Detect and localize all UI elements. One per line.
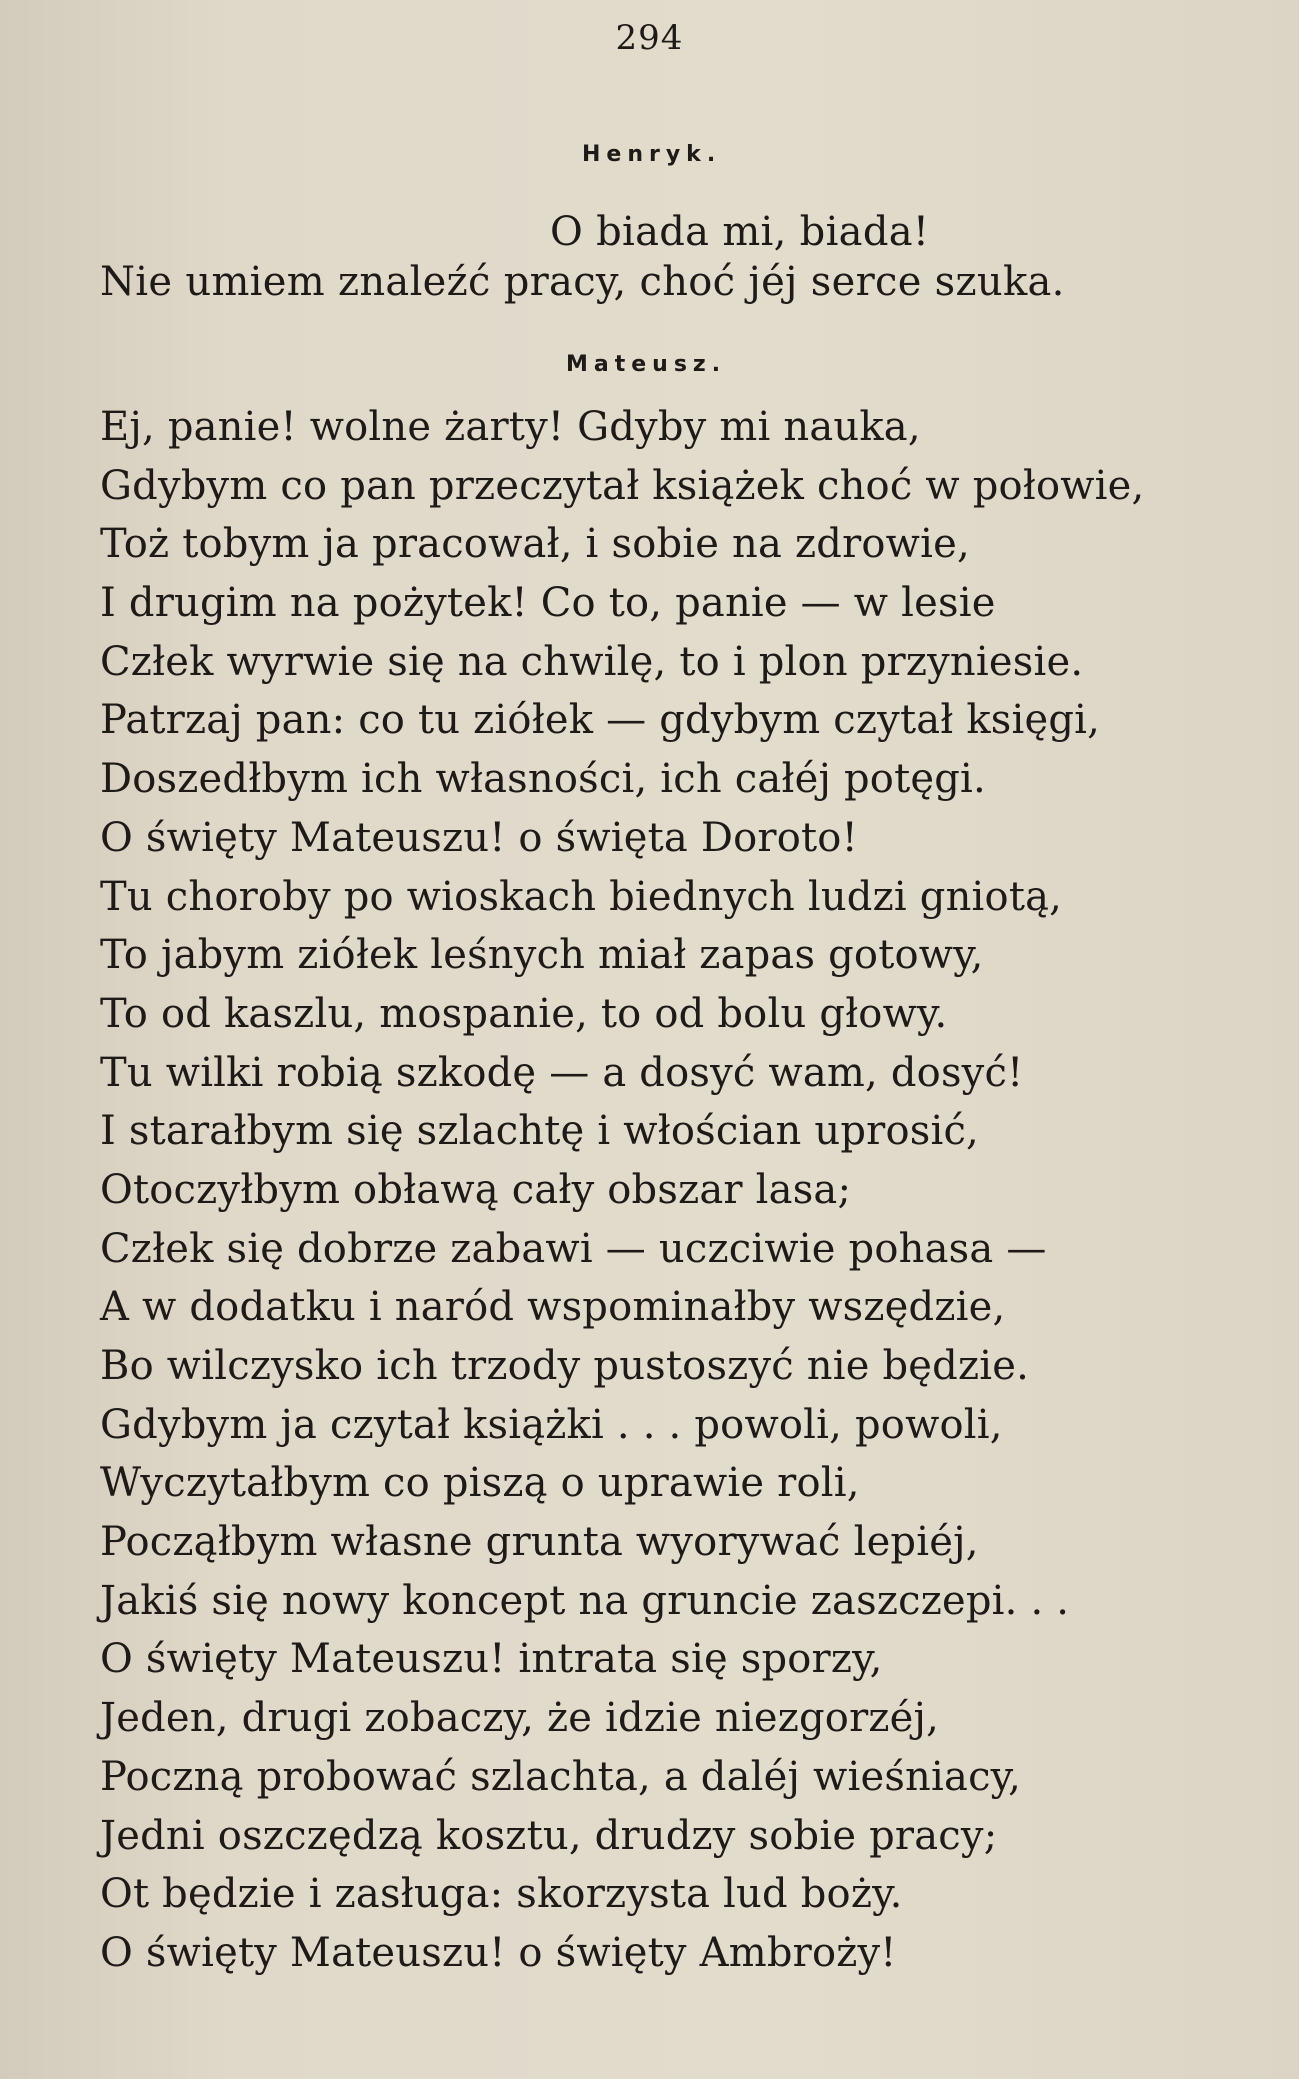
verse-line: Począłbym własne grunta wyorywać lepiéj, [100,1519,979,1566]
verse-line: I drugim na pożytek! Co to, panie — w lesie [100,580,996,627]
verse-line: Gdybym co pan przeczytał książek choć w połowie, [100,462,1145,509]
verse-line: Otoczyłbym obławą cały obszar lasa; [100,1166,852,1213]
verse-line: O święty Mateuszu! o święta Doroto! [100,814,858,861]
verse-line: Bo wilczysko ich trzody pustoszyć nie będzie. [100,1343,1030,1389]
verse-line: Tu choroby po wioskach biednych ludzi gniotą, [100,873,1063,920]
speaker-mateusz: Mateusz. [566,352,727,377]
page-number: 294 [615,18,684,58]
verse-line: To od kaszlu, mospanie, to od bolu głowy. [100,990,948,1037]
verse-line: Jakiś się nowy koncept na gruncie zaszczepi. . . [100,1577,1070,1624]
verse-line: Człek się dobrze zabawi — uczciwie pohasa — [100,1225,1047,1272]
verse-line: Nie umiem znaleźć pracy, choć jéj serce szuka. [100,259,1065,305]
verse-line: Jedni oszczędzą kosztu, drudzy sobie pracy; [100,1812,998,1859]
verse-line: A w dodatku i naród wspominałby wszędzie, [100,1284,1006,1331]
verse-line: Ot będzie i zasługa: skorzysta lud boży. [100,1871,903,1918]
verse-line: Człek wyrwie się na chwilę, to i plon przyniesie. [100,638,1084,685]
verse-line: O święty Mateuszu! intrata się sporzy, [100,1636,883,1683]
verse-line: Tu wilki robią szkodę — a dosyć wam, dosyć! [100,1049,1024,1096]
verse-line: To jabym ziółek leśnych miał zapas gotowy, [100,932,984,979]
verse-line: Ej, panie! wolne żarty! Gdyby mi nauka, [100,404,921,450]
verse-line: Doszedłbym ich własności, ich całéj potęgi. [100,756,986,803]
verse-line: Wyczytałbym co piszą o uprawie roli, [100,1460,860,1507]
speaker-henryk: Henryk. [582,142,722,167]
mateusz-verse [100,398,1230,1983]
verse-line: Gdybym ja czytał książki . . . powoli, powoli, [100,1401,1003,1448]
verse-line: Poczną probować szlachta, a daléj wieśniacy, [100,1753,1022,1800]
verse-line: Patrzaj pan: co tu ziółek — gdybym czytał księgi, [100,697,1101,744]
verse-line: O biada mi, biada! [550,209,930,255]
verse-line: I starałbym się szlachtę i włościan uprosić, [100,1108,979,1155]
verse-line: O święty Mateuszu! o święty Ambroży! [100,1929,897,1976]
verse-line: Jeden, drugi zobaczy, że idzie niezgorzéj, [100,1695,940,1742]
verse-line: Toż tobym ja pracował, i sobie na zdrowie, [100,521,970,568]
